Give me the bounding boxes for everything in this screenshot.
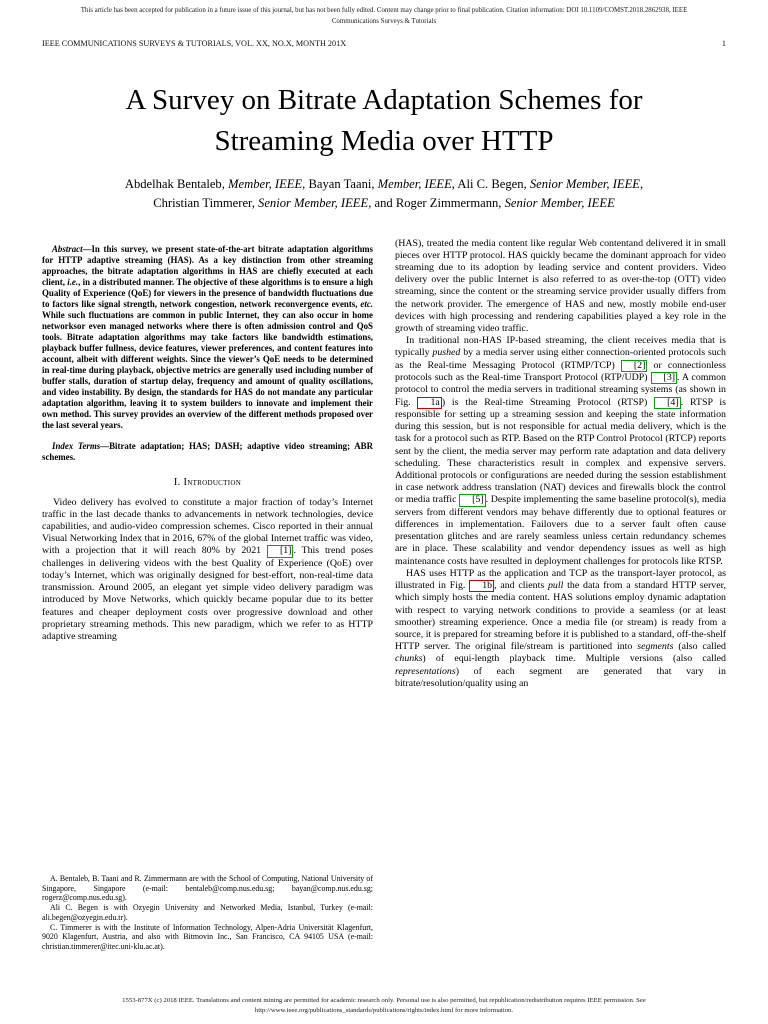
italic-text: Senior Member, IEEE xyxy=(504,196,615,211)
acceptance-notice-line2: Communications Surveys & Tutorials xyxy=(331,17,437,25)
italic-text: Senior Member, IEEE, xyxy=(529,176,644,191)
italic-text: i.e. xyxy=(67,276,79,287)
citation-link[interactable]: [4] xyxy=(654,397,681,409)
two-column-body xyxy=(42,238,726,952)
intro-paragraph-4: HAS uses HTTP as the application and TCP as the transport-layer protocol, as illustrated in Fig. 1b , and clients pull the data from a standard HTTP server, which simply hosts the media content. HAS solutions employ dynamic adaptation with respect to varying network conditions to provide a seamless (or at least smoother) streaming experience. Once a media file (or stream) is ready from a source, it is prepared for streaming before it is published to a standard, off-the-shelf HTTP server. The original file/stream is partitioned into segments (also called chunks) of equi-length playback time. Multiple versions (also called representations) of each segment are generated that vary in bitrate/resolution/quality using an xyxy=(395,567,726,689)
intro-paragraph-1: Video delivery has evolved to constitute a major fraction of today’s Internet traffic in the last decade thanks to advancements in network technologies, device capabilities, and audio-video compression schemes. Cisco reported in their annual Visual Networking Index that in 2016, 67% of the global Internet traffic was video, with a projection that it will reach 80% by 2021 [1] . This trend poses challenges in delivering videos with the best Quality of Experience (QoE) over today’s Internet, which was originally designed for best-effort, non-real-time data transmission. Around 2005, an elegant yet simple video delivery paradigm was introduced by Move Networks, which quickly became popular due to its better features and cheaper deployment costs over progressive download and other proprietary streaming methods. This new paradigm, which we refer to as HTTP adaptive streaming xyxy=(42,496,373,643)
italic-text: pull xyxy=(547,580,564,592)
section-heading-introduction: I. Introduction xyxy=(173,476,242,488)
footnote-affiliation-2: Ali C. Begen is with Ozyegin University and Networked Media, Istanbul, Turkey (e-mail: ali.begen@ozyegin.edu.tr). xyxy=(42,903,373,922)
italic-text: pushed xyxy=(432,347,461,359)
intro-paragraph-2: (HAS), treated the media content like regular Web contentand delivered it in small pieces over HTTP protocol. HAS quickly became the dominant approach for video streaming due to its adoption by leading service and content providers. Video delivery over the public Internet is also referred to as over-the-top (OTT) video streaming, since the content or the streaming service provider usually differs from the network provider. The emergence of HAS and new, mostly mobile end-user devices with high processing and rendering capabilities played a key role in the growth of streaming video traffic. xyxy=(395,237,726,335)
abstract-paragraph: Abstract—In this survey, we present state-of-the-art bitrate adaptation algorithms for HTTP adaptive streaming (HAS). As a key distinction from other streaming approaches, the bitrate adaptation algorithms in HAS are chiefly executed at each client, i.e., in a distributed manner. The objective of these algorithms is to ensure a high Quality of Experience (QoE) for viewers in the presence of bandwidth fluctuations due to factors like signal strength, network congestion, network reconvergence events, etc. While such fluctuations are common in public Internet, they can also occur in home networksor even managed networks where there is often admission control and QoS tools. Bitrate adaptation algorithms may take factors like bandwidth estimations, playback buffer fullness, device features, viewer preferences, and content features into account, albeit with different weights. Since the viewer’s QoE needs to be determined in real-time during playback, objective metrics are generally used including number of buffer stalls, duration of startup delay, frequency and amount of quality oscillations, and video instability. By design, the standards for HAS do not mandate any particular adaptation algorithm, leaving it to system builders to innovate and implement their own method. This survey provides an overview of the different methods proposed over the last several years. xyxy=(42,243,373,430)
paper-title xyxy=(42,80,726,161)
figure-ref-link[interactable]: 1a xyxy=(417,397,441,409)
author-footnotes xyxy=(42,866,373,952)
citation-link[interactable]: [2] xyxy=(621,360,648,372)
italic-text: chunks xyxy=(395,653,423,665)
right-column xyxy=(395,238,726,952)
running-header xyxy=(42,39,726,48)
copyright-notice-line2: http://www.ieee.org/publications_standards/publications/rights/index.html for more information. xyxy=(254,1007,514,1015)
copyright-notice xyxy=(0,996,768,1017)
left-column xyxy=(42,238,373,952)
figure-ref-link[interactable]: 1b xyxy=(469,580,494,592)
footnote-affiliation-3: C. Timmerer is with the Institute of Information Technology, Alpen-Adria Universität Klagenfurt, 9020 Klagenfurt, Austria, and also with Bitmovin Inc., San Francisco, CA 94105 USA (e-mail: christian.timmerer@itec.uni-klu.ac.at). xyxy=(42,922,373,951)
paper-title-line2: Streaming Media over HTTP xyxy=(214,125,554,157)
intro-paragraph-3: In traditional non-HAS IP-based streaming, the client receives media that is typically pushed by a media server using either connection-oriented protocols such as the Real-time Messaging Protocol (RTMP/TCP) [2] or connectionless protocols such as the Real-time Transport Protocol (RTP/UDP) [3] . A common protocol to control the media servers in traditional streaming systems (as shown in Fig. 1a ) is the Real-time Streaming Protocol (RTSP) [4] . RTSP is responsible for setting up a streaming session and keeping the state information during this session, but is not responsible for actual media delivery, which is the task for a protocol such as RTP. Based on the RTP Control Protocol (RTCP) reports sent by the client, the media server may perform rate adaptation and data delivery scheduling. These characteristics result in complex and expensive servers. Additional protocols or configurations are needed during the session establishment in case network address translation (NAT) devices and firewalls block the control or media traffic [5] . Despite implementing the same baseline protocol(s), media servers from different vendors may behave differently due to optional features or differences in implementation. Failovers due to a server fault often cause presentation glitches and are rarely seamless unless certain redundancy schemes are in place. These scalability and vendor dependency issues as well as high maintenance costs have resulted in deployment challenges for protocols like RTSP. xyxy=(395,335,727,567)
footnote-affiliation-1: A. Bentaleb, B. Taani and R. Zimmermann are with the School of Computing, National University of Singapore, Singapore (e-mail: bentaleb@comp.nus.edu.sg; bayan@comp.nus.edu.sg; rogerz@comp.nus.edu.sg). xyxy=(42,874,373,903)
citation-link[interactable]: [1] xyxy=(267,545,294,557)
journal-header-text: IEEE COMMUNICATIONS SURVEYS & TUTORIALS, VOL. XX, NO.X, MONTH 201X xyxy=(42,39,347,49)
citation-link[interactable]: [3] xyxy=(651,372,678,384)
italic-text: Member, IEEE, xyxy=(228,176,306,191)
paper-title-line1: A Survey on Bitrate Adaptation Schemes for xyxy=(125,84,643,117)
italic-text: etc. xyxy=(360,298,373,309)
italic-text: Index Terms xyxy=(52,440,101,451)
italic-text: Abstract xyxy=(52,243,83,254)
citation-link[interactable]: [5] xyxy=(459,494,486,506)
author-line: Abdelhak Bentaleb, Member, IEEE, Bayan Taani, Member, IEEE, Ali C. Begen, Senior Member, IEEE, xyxy=(124,176,644,191)
acceptance-notice xyxy=(42,6,726,27)
index-terms-paragraph: Index Terms—Bitrate adaptation; HAS; DASH; adaptive video streaming; ABR schemes. xyxy=(42,440,373,462)
acceptance-notice-line1: This article has been accepted for publication in a future issue of this journal, but has not been fully edited. Content may change prior to final publication. Citation information: DOI 10.1109/COMST.2018.2862938, IEEE xyxy=(80,7,688,14)
italic-text: Member, IEEE, xyxy=(377,176,455,191)
italic-text: segments xyxy=(637,641,674,653)
author-line: Christian Timmerer, Senior Member, IEEE, and Roger Zimmermann, Senior Member, IEEE xyxy=(153,196,615,211)
copyright-notice-line1: 1553-877X (c) 2018 IEEE. Translations and content mining are permitted for academic research only. Personal use is also permitted, but republication/redistribution requires IEEE permission. See xyxy=(122,996,646,1004)
italic-text: Senior Member, IEEE, xyxy=(258,196,372,211)
author-list xyxy=(42,175,726,214)
page-number: 1 xyxy=(721,39,726,49)
italic-text: representations xyxy=(395,665,456,677)
